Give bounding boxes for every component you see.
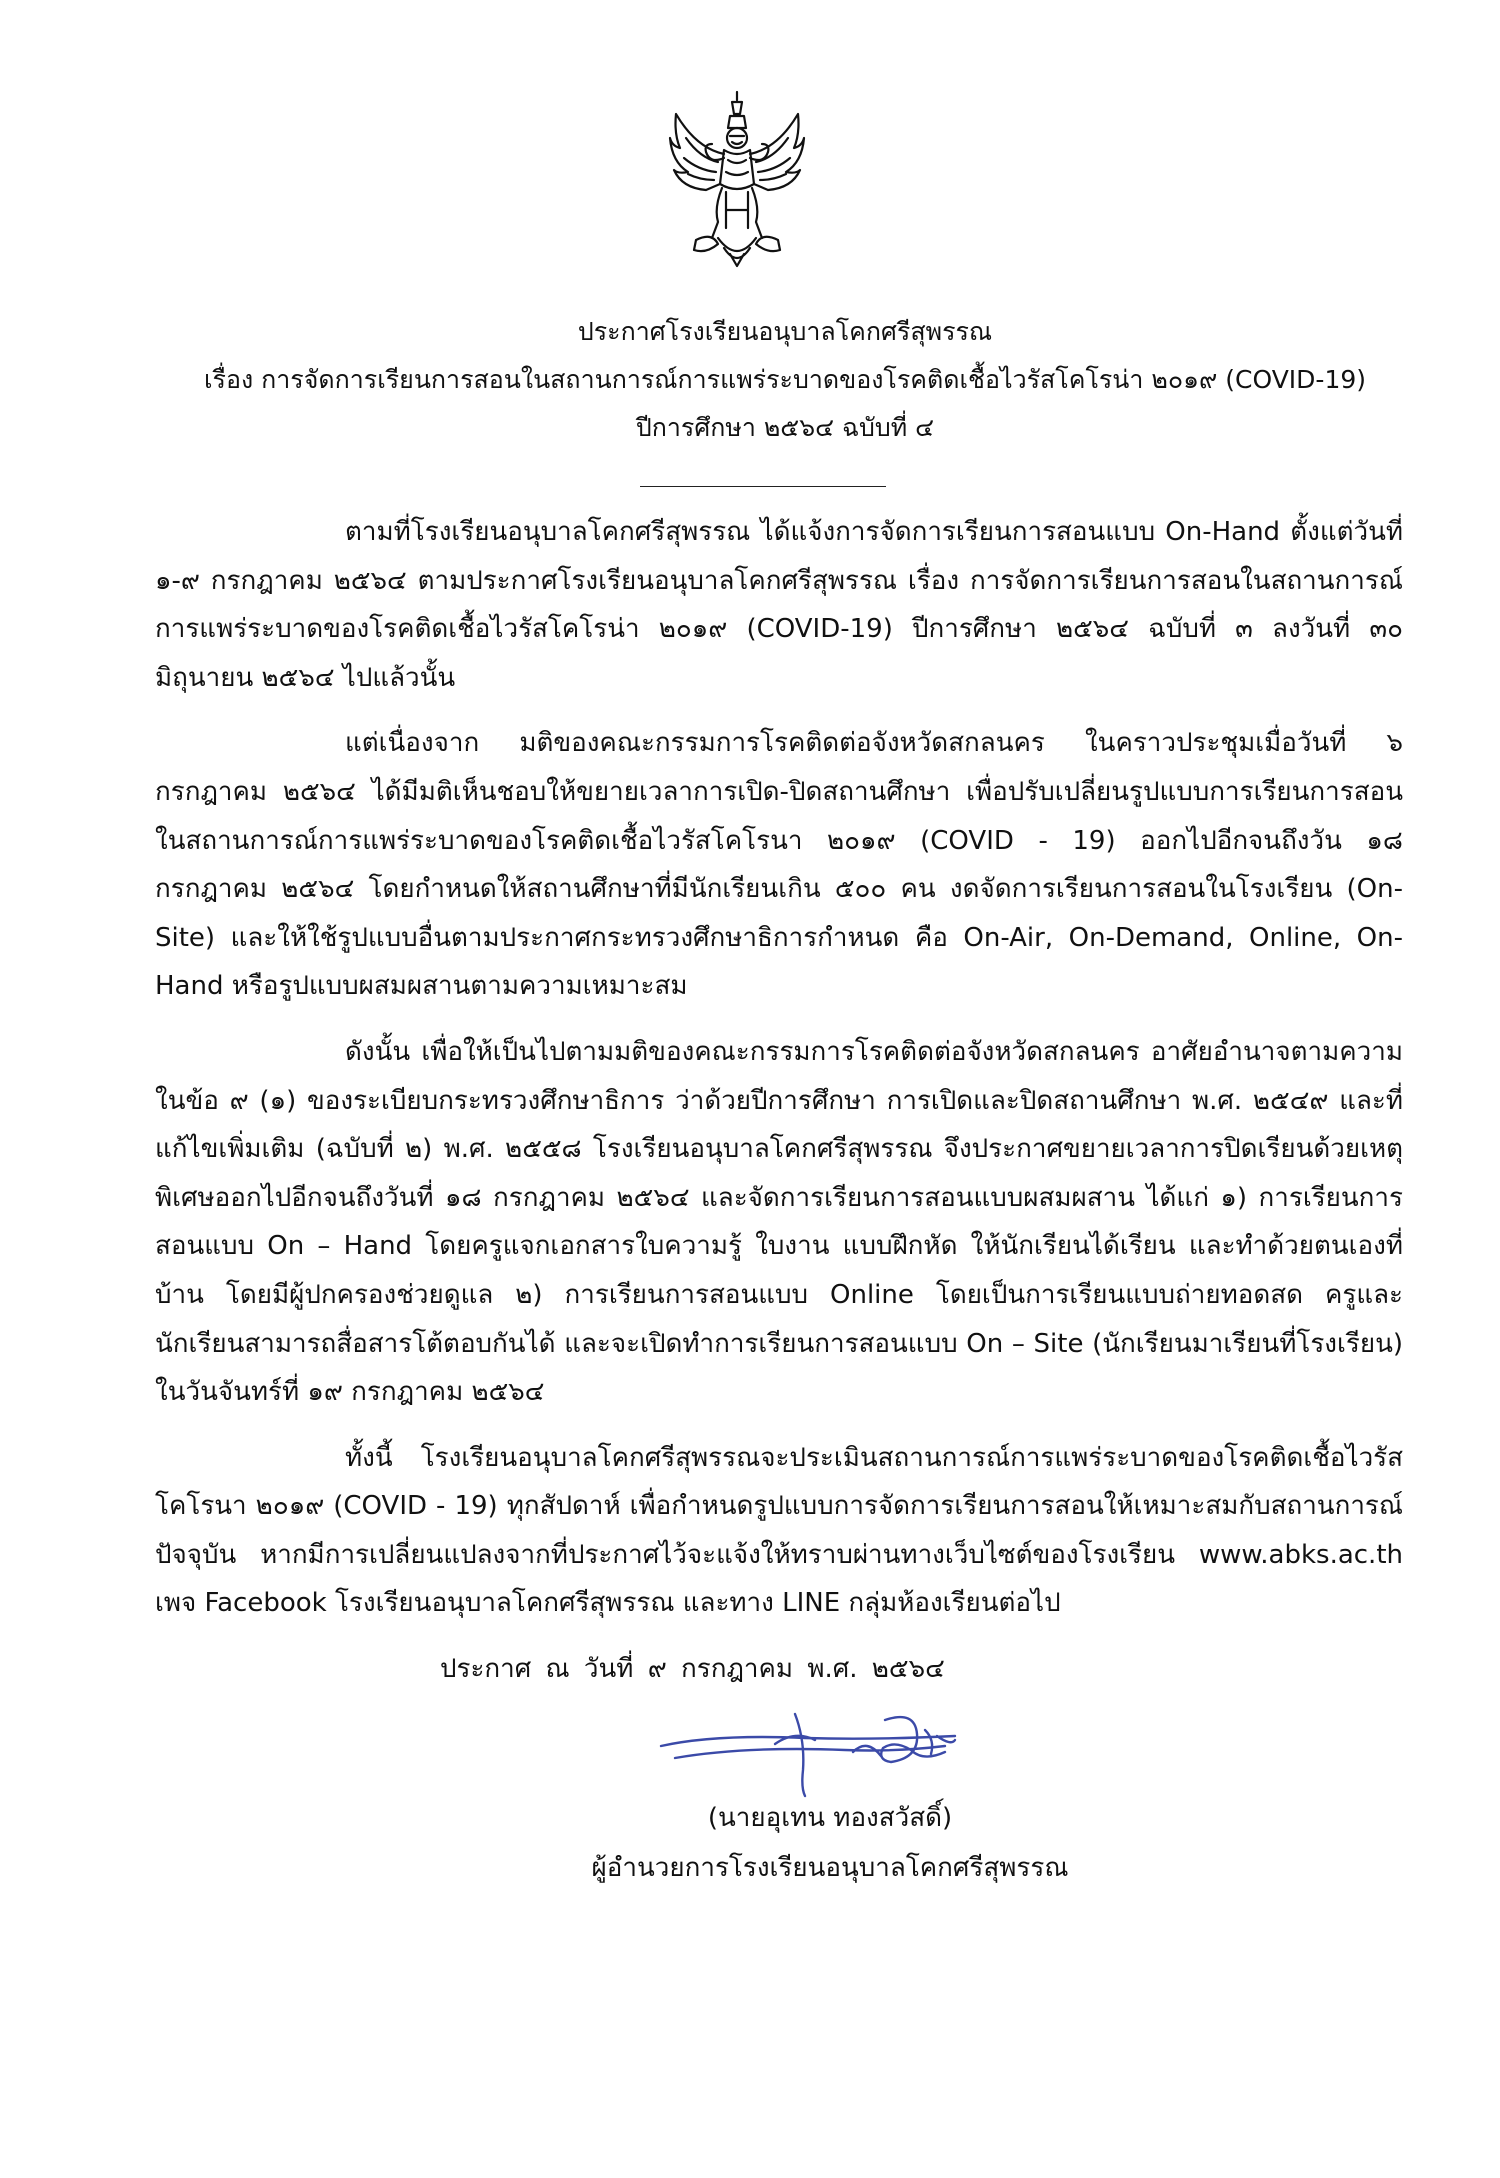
signer-block (560, 1793, 1100, 1893)
signer-name: (นายอุเทน ทองสวัสดิ์) (707, 1803, 953, 1833)
announcement-date: ประกาศ ณ วันที่ ๙ กรกฎาคม พ.ศ. ๒๕๖๔ (440, 1654, 945, 1684)
handwritten-signature (655, 1700, 1015, 1800)
paragraph-3: ดังนั้น เพื่อให้เป็นไปตามมติของคณะกรรมการโรคติดต่อจังหวัดสกลนคร อาศัยอำนาจตามความในข้อ ๙ (๑) ของระเบียบกระทรวงศึกษาธิการ ว่าด้วยปีการศึกษา การเปิดและปิดสถานศึกษา พ.ศ. ๒๕๔๙ และที่แก้ไขเพิ่มเติม (ฉบับที่ ๒) พ.ศ. ๒๕๕๘ โรงเรียนอนุบาลโคกศรีสุพรรณ จึงประกาศขยายเวลาการปิดเรียนด้วยเหตุพิเศษออกไปอีกจนถึงวันที่ ๑๘ กรกฎาคม ๒๕๖๔ และจัดการเรียนการสอนแบบผสมผสาน ได้แก่ ๑) การเรียนการสอนแบบ On – Hand โดยครูแจกเอกสารใบความรู้ ใบงาน แบบฝึกหัด ให้นักเรียนได้เรียน และทำด้วยตนเองที่บ้าน โดยมีผู้ปกครองช่วยดูแล ๒) การเรียนการสอนแบบ Online โดยเป็นการเรียนแบบถ่ายทอดสด ครูและนักเรียนสามารถสื่อสารโต้ตอบกันได้ และจะเปิดทำการเรียนการสอนแบบ On – Site (นักเรียนมาเรียนที่โรงเรียน) ในวันจันทร์ที่ ๑๙ กรกฎาคม ๒๕๖๔ (155, 1036, 1403, 1408)
header-subject: เรื่อง การจัดการเรียนการสอนในสถานการณ์การแพร่ระบาดของโรคติดเชื้อไวรัสโคโรน่า ๒๐๑๙ (COVID-19) (203, 365, 1367, 394)
paragraph-2: แต่เนื่องจาก มติของคณะกรรมการโรคติดต่อจังหวัดสกลนคร ในคราวประชุมเมื่อวันที่ ๖ กรกฎาคม ๒๕๖๔ ได้มีมติเห็นชอบให้ขยายเวลาการเปิด-ปิดสถานศึกษา เพื่อปรับเปลี่ยนรูปแบบการเรียนการสอนในสถานการณ์การแพร่ระบาดของโรคติดเชื้อไวรัสโคโรนา ๒๐๑๙ (COVID - 19) ออกไปอีกจนถึงวัน ๑๘ กรกฎาคม ๒๕๖๔ โดยกำหนดให้สถานศึกษาที่มีนักเรียนเกิน ๕๐๐ คน งดจัดการเรียนการสอนในโรงเรียน (On-Site) และให้ใช้รูปแบบอื่นตามประกาศกระทรวงศึกษาธิการกำหนด คือ On-Air, On-Demand, Online, On-Hand หรือรูปแบบผสมผสานตามความเหมาะสม (155, 728, 1403, 1002)
document-header (150, 308, 1420, 452)
garuda-emblem-icon (666, 88, 808, 270)
document-body (155, 508, 1403, 1645)
signer-position: ผู้อำนวยการโรงเรียนอนุบาลโคกศรีสุพรรณ (591, 1853, 1069, 1883)
header-academic-year: ปีการศึกษา ๒๕๖๔ ฉบับที่ ๔ (635, 413, 935, 442)
paragraph-4: ทั้งนี้ โรงเรียนอนุบาลโคกศรีสุพรรณจะประเมินสถานการณ์การแพร่ระบาดของโรคติดเชื้อไวรัสโคโรนา ๒๐๑๙ (COVID - 19) ทุกสัปดาห์ เพื่อกำหนดรูปแบบการจัดการเรียนการสอนให้เหมาะสมกับสถานการณ์ปัจจุบัน หากมีการเปลี่ยนแปลงจากที่ประกาศไว้จะแจ้งให้ทราบผ่านทางเว็บไซต์ของโรงเรียน www.abks.ac.th เพจ Facebook โรงเรียนอนุบาลโคกศรีสุพรรณ และทาง LINE กลุ่มห้องเรียนต่อไป (155, 1442, 1403, 1619)
paragraph-1: ตามที่โรงเรียนอนุบาลโคกศรีสุพรรณ ได้แจ้งการจัดการเรียนการสอนแบบ On-Hand ตั้งแต่วันที่ ๑-๙ กรกฎาคม ๒๕๖๔ ตามประกาศโรงเรียนอนุบาลโคกศรีสุพรรณ เรื่อง การจัดการเรียนการสอนในสถานการณ์การแพร่ระบาดของโรคติดเชื้อไวรัสโคโรน่า ๒๐๑๙ (COVID-19) ปีการศึกษา ๒๕๖๔ ฉบับที่ ๓ ลงวันที่ ๓๐ มิถุนายน ๒๕๖๔ ไปแล้วนั้น (155, 517, 1403, 693)
header-title: ประกาศโรงเรียนอนุบาลโคกศรีสุพรรณ (577, 317, 993, 346)
header-divider (640, 486, 886, 487)
